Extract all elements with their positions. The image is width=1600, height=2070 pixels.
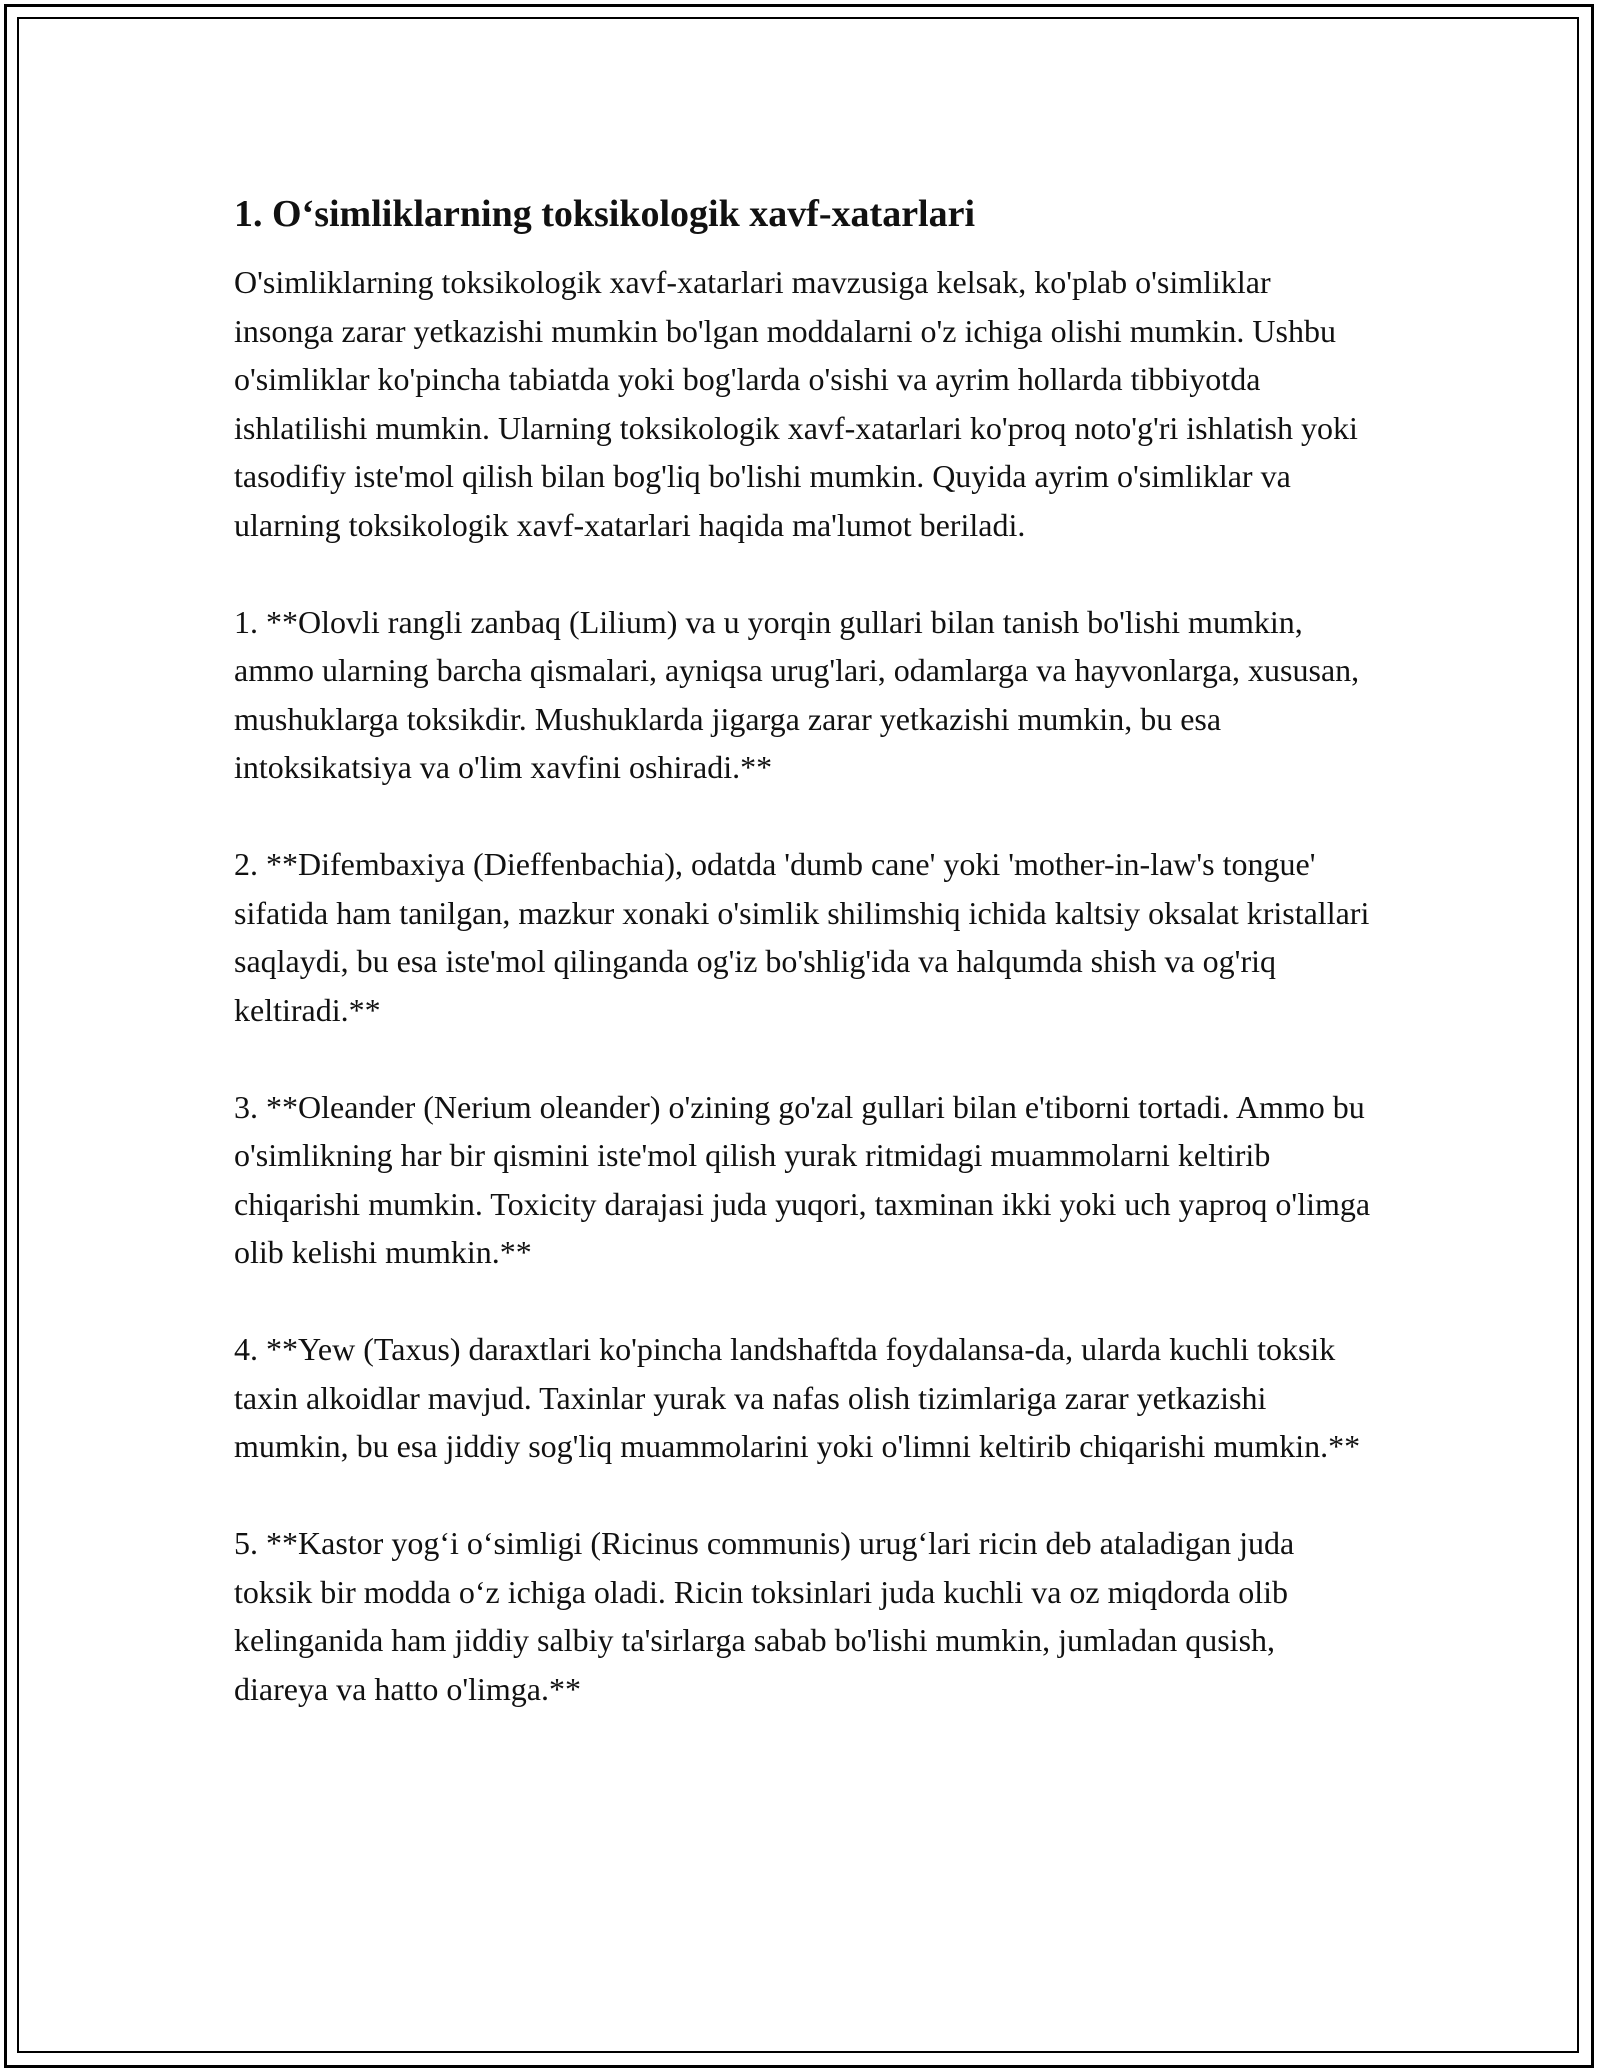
list-item-2: 2. **Difembaxiya (Dieffenbachia), odatda 'dumb cane' yoki 'mother-in-law's tongue' sifatida ham tanilgan, mazkur xonaki o'simlik shilimshiq ichida kaltsiy oksalat kristallari saqlaydi, bu esa iste'mol qilinganda og'iz bo'shlig'ida va halqumda shish va og'riq keltiradi.** [234, 846, 1370, 1028]
document-body [234, 188, 1374, 1762]
intro-paragraph: O'simliklarning toksikologik xavf-xatarlari mavzusiga kelsak, ko'plab o'simliklar insonga zarar yetkazishi mumkin bo'lgan moddalarni o'z ichiga olishi mumkin. Ushbu o'simliklar ko'pincha tabiatda yoki bog'larda o'sishi va ayrim hollarda tibbiyotda ishlatilishi mumkin. Ularning toksikologik xavf-xatarlari ko'proq noto'g'ri ishlatish yoki tasodifiy iste'mol qilish bilan bog'liq bo'lishi mumkin. Quyida ayrim o'simliklar va ularning toksikologik xavf-xatarlari haqida ma'lumot beriladi. [234, 264, 1358, 543]
list-item-1: 1. **Olovli rangli zanbaq (Lilium) va u yorqin gullari bilan tanish bo'lishi mumkin, ammo ularning barcha qismalari, ayniqsa urug'lari, odamlarga va hayvonlarga, xususan, mushuklarga toksikdir. Mushuklarda jigarga zarar yetkazishi mumkin, bu esa intoksikatsiya va o'lim xavfini oshiradi.** [234, 603, 1360, 785]
section-heading: 1. O‘simliklarning toksikologik xavf-xatarlari [234, 193, 976, 235]
list-item-5: 5. **Kastor yog‘i o‘simligi (Ricinus communis) urug‘lari ricin deb ataladigan juda toksik bir modda o‘z ichiga oladi. Ricin toksinlari juda kuchli va oz miqdorda olib kelinganida ham jiddiy salbiy ta'sirlarga sabab bo'lishi mumkin, jumladan qusish, diareya va hatto o'limga.** [234, 1525, 1295, 1707]
list-item-3: 3. **Oleander (Nerium oleander) o'zining go'zal gullari bilan e'tiborni tortadi. Ammo bu o'simlikning har bir qismini iste'mol qilish yurak ritmidagi muammolarni keltirib chiqarishi mumkin. Toxicity darajasi juda yuqori, taxminan ikki yoki uch yaproq o'limga olib kelishi mumkin.** [234, 1088, 1371, 1270]
list-item-4: 4. **Yew (Taxus) daraxtlari ko'pincha landshaftda foydalansa-da, ularda kuchli toksik taxin alkoidlar mavjud. Taxinlar yurak va nafas olish tizimlariga zarar yetkazishi mumkin, bu esa jiddiy sog'liq muammolarini yoki o'limni keltirib chiqarishi mumkin.** [234, 1331, 1361, 1464]
